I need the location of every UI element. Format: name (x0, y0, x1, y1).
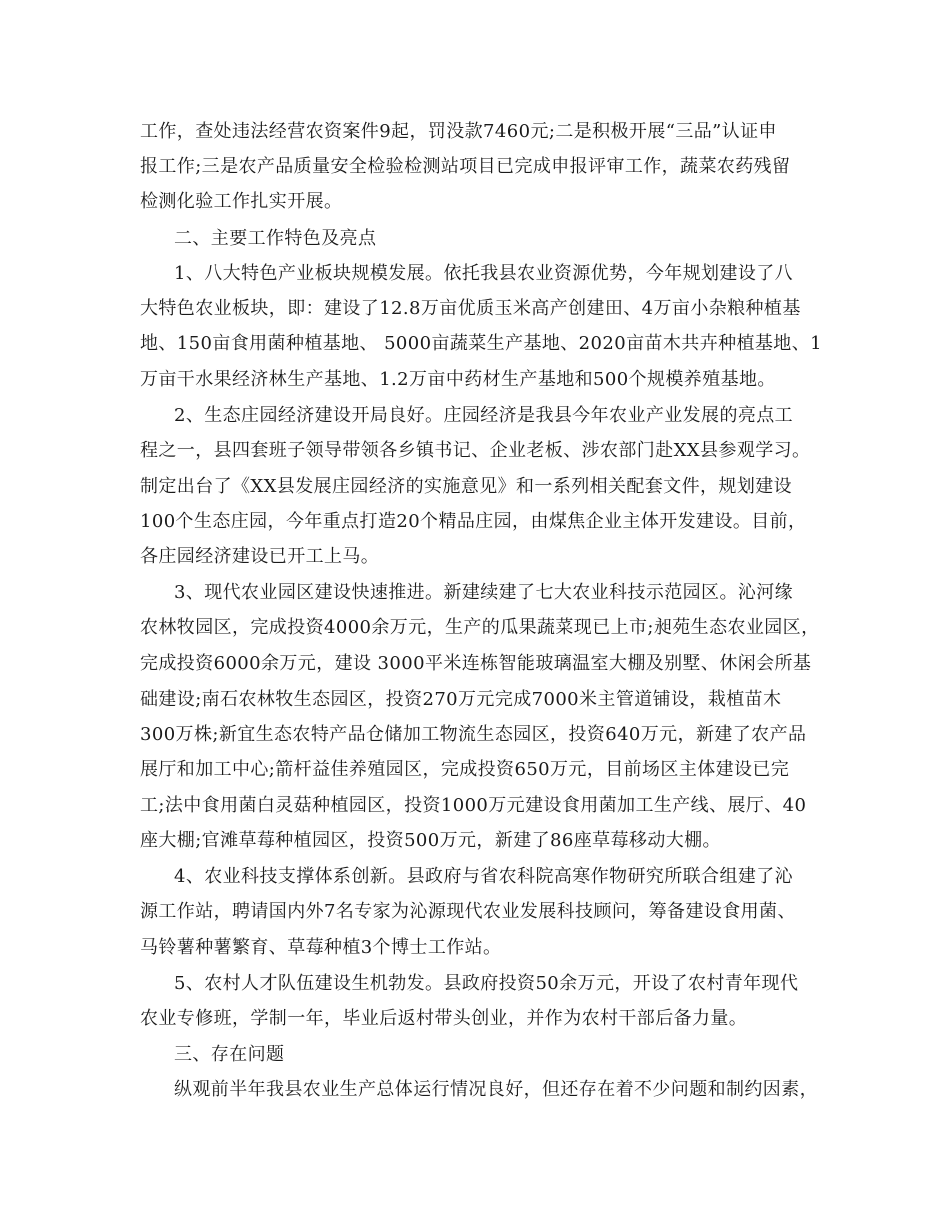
text-line: 3、现代农业园区建设快速推进。新建续建了七大农业科技示范园区。沁河缘 (174, 582, 794, 603)
text-line: 5、农村人才队伍建设生机勃发。县政府投资50余万元，开设了农村青年现代 (174, 973, 799, 994)
text-line: 制定出台了《XX县发展庄园经济的实施意见》和一系列相关配套文件，规划建设 (140, 476, 793, 497)
text-line: 础建设;南石农林牧生态园区，投资270万元完成7000米主管道铺设，栽植苗木 (140, 689, 782, 710)
text-line: 万亩干水果经济林生产基地、1.2万亩中药材生产基地和500个规模养殖基地。 (140, 369, 776, 390)
text-line: 大特色农业板块，即：建设了12.8万亩优质玉米高产创建田、4万亩小杂粮种植基 (140, 298, 801, 319)
text-line: 马铃薯种薯繁育、草莓种植3个博士工作站。 (140, 937, 502, 958)
text-line: 100个生态庄园，今年重点打造20个精品庄园，由煤焦企业主体开发建设。目前， (140, 511, 807, 532)
section-heading: 二、主要工作特色及亮点 (174, 228, 377, 249)
text-line: 报工作;三是农产品质量安全检验检测站项目已完成申报评审工作，蔬菜农药残留 (140, 156, 791, 177)
text-line: 纵观前半年我县农业生产总体运行情况良好，但还存在着不少问题和制约因素， (174, 1079, 818, 1100)
text-line: 4、农业科技支撑体系创新。县政府与省农科院高寒作物研究所联合组建了沁 (174, 866, 794, 887)
text-line: 300万株;新宜生态农特产品仓储加工物流生态园区，投资640万元，新建了农产品 (140, 724, 807, 745)
section-heading: 三、存在问题 (174, 1044, 285, 1065)
text-line: 地、150亩食用菌种植基地、 5000亩蔬菜生产基地、2020亩苗木共卉种植基地、1 (140, 333, 822, 354)
text-line: 2、生态庄园经济建设开局良好。庄园经济是我县今年农业产业发展的亮点工 (174, 405, 794, 426)
text-line: 完成投资6000余万元，建设 3000平米连栋智能玻璃温室大棚及别墅、休闲会所基 (140, 653, 812, 674)
text-line: 工作，查处违法经营农资案件9起，罚没款7460元;二是积极开展“三品”认证申 (140, 121, 777, 142)
text-line: 工;法中食用菌白灵菇种植园区，投资1000万元建设食用菌加工生产线、展厅、40 (140, 795, 807, 816)
text-line: 农业专修班，学制一年，毕业后返村带头创业，并作为农村干部后备力量。 (140, 1008, 748, 1029)
text-line: 座大棚;官滩草莓种植园区，投资500万元，新建了86座草莓移动大棚。 (140, 830, 721, 851)
text-line: 检测化验工作扎实开展。 (140, 191, 343, 212)
text-line: 展厅和加工中心;箭杆益佳养殖园区，完成投资650万元，目前场区主体建设已完 (140, 759, 790, 780)
text-line: 源工作站，聘请国内外7名专家为沁源现代农业发展科技顾问，筹备建设食用菌、 (140, 901, 796, 922)
text-line: 各庄园经济建设已开工上马。 (140, 546, 380, 567)
text-line: 程之一，县四套班子领导带领各乡镇书记、企业老板、涉农部门赴XX县参观学习。 (140, 440, 811, 461)
text-line: 1、八大特色产业板块规模发展。依托我县农业资源优势，今年规划建设了八 (174, 263, 794, 284)
text-line: 农林牧园区，完成投资4000余万元，生产的瓜果蔬菜现已上市;昶苑生态农业园区， (140, 617, 820, 638)
